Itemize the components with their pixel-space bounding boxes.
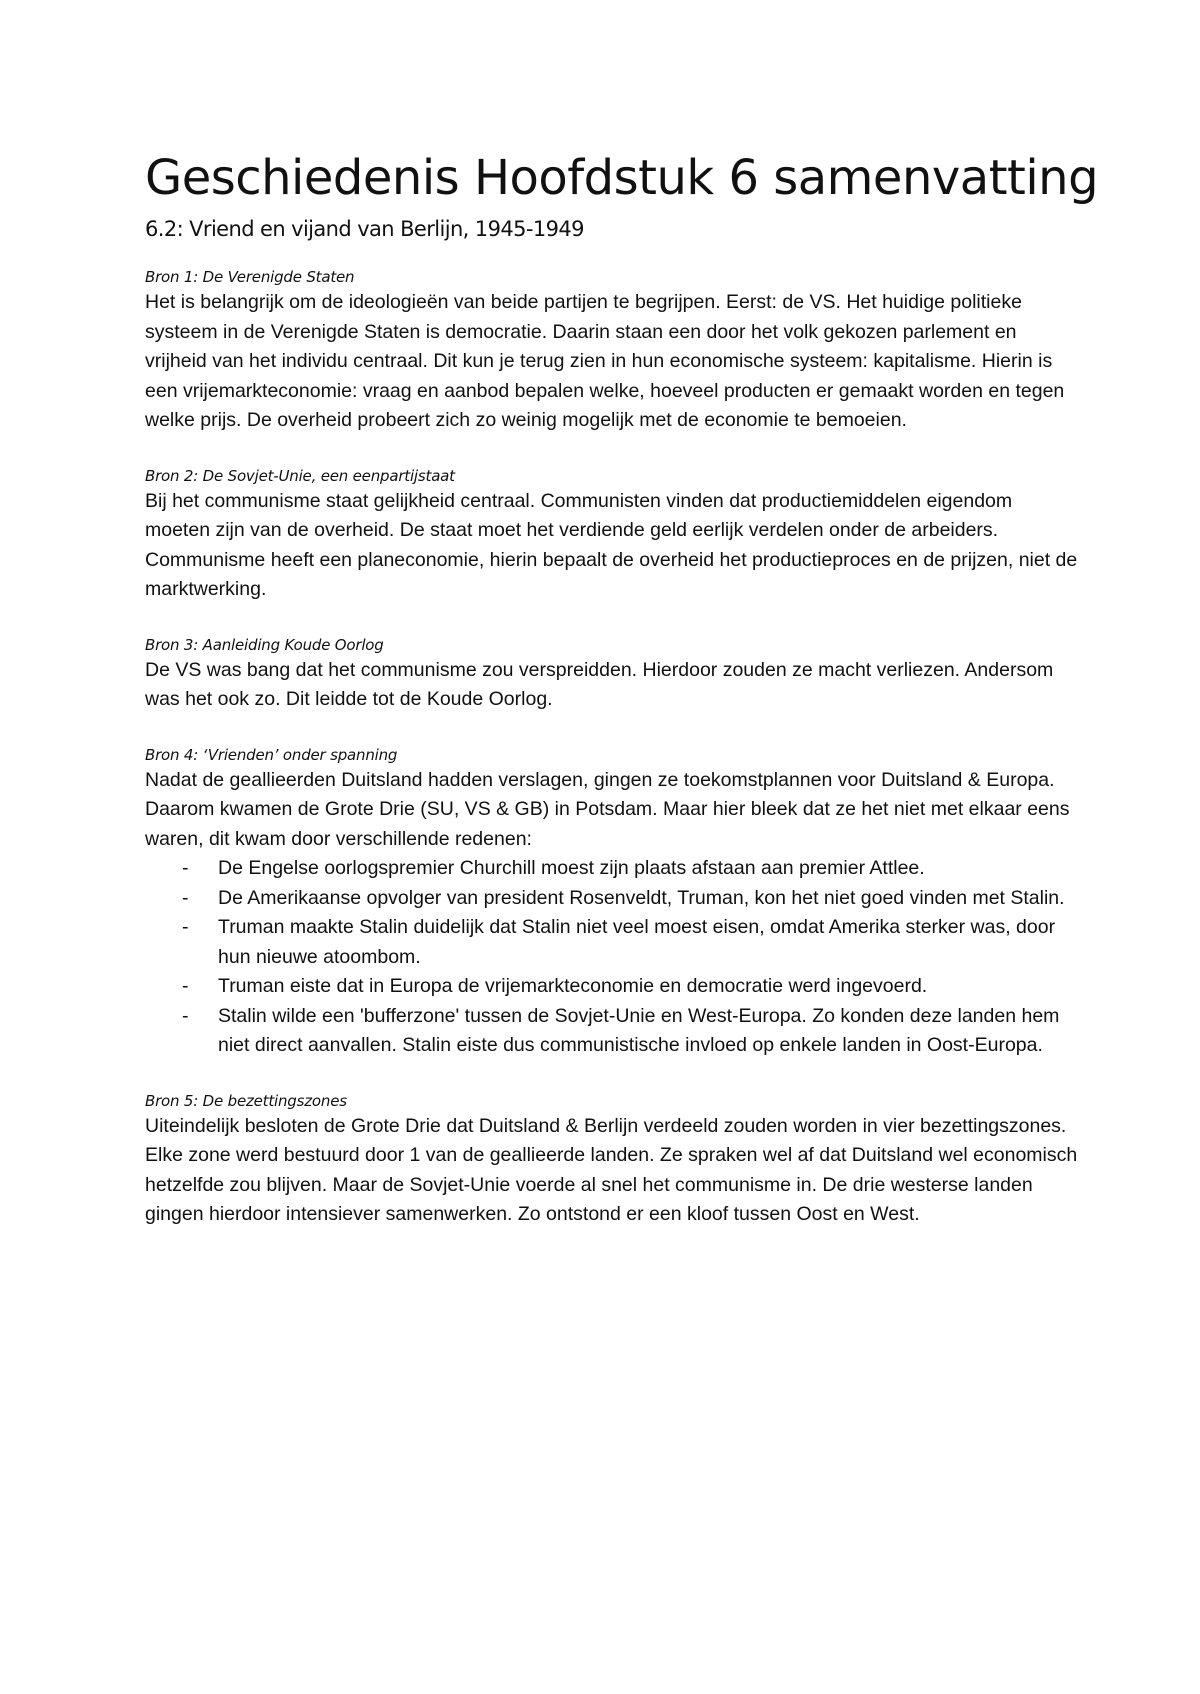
- bullet-item: [145, 972, 1080, 1002]
- section-heading: Bron 1: De Verenigde Staten: [145, 268, 355, 286]
- section-bron-5: [145, 1090, 1080, 1230]
- document-title: Geschiedenis Hoofdstuk 6 samenvatting: [145, 150, 1099, 206]
- section-body: Bij het communisme staat gelijkheid centraal. Communisten vinden dat productiemiddelen eigendom moeten zijn van de overheid. De staat moet het verdiende geld eerlijk verdelen onder de arbeiders. Communisme heeft een planeconomie, hierin bepaalt de overheid het productieproces en de prijzen, niet de marktwerking.: [145, 489, 1078, 600]
- section-bron-4: [145, 744, 1080, 1061]
- bullet-item: [145, 913, 1080, 972]
- section-bron-1: [145, 266, 1080, 436]
- section-heading: Bron 2: De Sovjet-Unie, een eenpartijstaat: [145, 466, 455, 485]
- bullet-item: [145, 1002, 1080, 1061]
- section-bron-3: [145, 634, 1080, 715]
- bullet-item: [145, 854, 1080, 884]
- bullet-text: Truman eiste dat in Europa de vrijemarkteconomie en democratie werd ingevoerd.: [218, 975, 928, 997]
- section-heading: Bron 3: Aanleiding Koude Oorlog: [145, 635, 384, 654]
- bullet-list: [145, 854, 1080, 1061]
- document-content: [145, 150, 1099, 1259]
- section-body: De VS was bang dat het communisme zou verspreidden. Hierdoor zouden ze macht verliezen. Andersom was het ook zo. Dit leidde tot de Koude Oorlog.: [145, 658, 1054, 710]
- bullet-dash: -: [182, 886, 189, 909]
- bullet-dash: -: [182, 857, 189, 879]
- bullet-dash: -: [182, 975, 189, 997]
- bullet-text: De Engelse oorlogspremier Churchill moest zijn plaats afstaan aan premier Attlee.: [218, 857, 925, 879]
- bullet-text: Truman maakte Stalin duidelijk dat Stalin niet veel moest eisen, omdat Amerika sterker was, door hun nieuwe atoombom.: [218, 916, 1056, 968]
- section-bron-2: [145, 465, 1080, 605]
- section-body: Uiteindelijk besloten de Grote Drie dat Duitsland & Berlijn verdeeld zouden worden in vier bezettingszones. Elke zone werd bestuurd door 1 van de geallieerde landen. Ze spraken wel af dat Duitsland wel economisch hetzelfde zou blijven. Maar de Sovjet-Unie voerde al snel het communisme in. De drie westerse landen gingen hierdoor intensiever samenwerken. Zo ontstond er een kloof tussen Oost en West.: [145, 1114, 1078, 1225]
- section-heading: Bron 4: ‘Vrienden’ onder spanning: [145, 745, 398, 764]
- document-subtitle: 6.2: Vriend en vijand van Berlijn, 1945-1949: [145, 217, 584, 241]
- section-body: Nadat de geallieerden Duitsland hadden verslagen, gingen ze toekomstplannen voor Duitsland & Europa. Daarom kwamen de Grote Drie (SU, VS & GB) in Potsdam. Maar hier bleek dat ze het niet met elkaar eens waren, dit kwam door verschillende redenen:: [145, 768, 1070, 850]
- section-heading: Bron 5: De bezettingszones: [145, 1091, 347, 1110]
- bullet-dash: -: [182, 1004, 189, 1027]
- section-body: Het is belangrijk om de ideologieën van beide partijen te begrijpen. Eerst: de VS. Het huidige politieke systeem in de Verenigde Staten is democratie. Daarin staan een door het volk gekozen parlement en vrijheid van het individu centraal. Dit kun je terug zien in hun economische systeem: kapitalisme. Hierin is een vrijemarkteconomie: vraag en aanbod bepalen welke, hoeveel producten er gemaakt worden en tegen welke prijs. De overheid probeert zich zo weinig mogelijk met de economie te bemoeien.: [145, 291, 1065, 431]
- bullet-text: Stalin wilde een 'bufferzone' tussen de Sovjet-Unie en West-Europa. Zo konden deze landen hem niet direct aanvallen. Stalin eiste dus communistische invloed op enkele landen in Oost-Europa.: [218, 1004, 1060, 1056]
- bullet-text: De Amerikaanse opvolger van president Rosenveldt, Truman, kon het niet goed vinden met Stalin.: [218, 886, 1065, 909]
- bullet-item: [145, 884, 1080, 914]
- bullet-dash: -: [182, 916, 189, 938]
